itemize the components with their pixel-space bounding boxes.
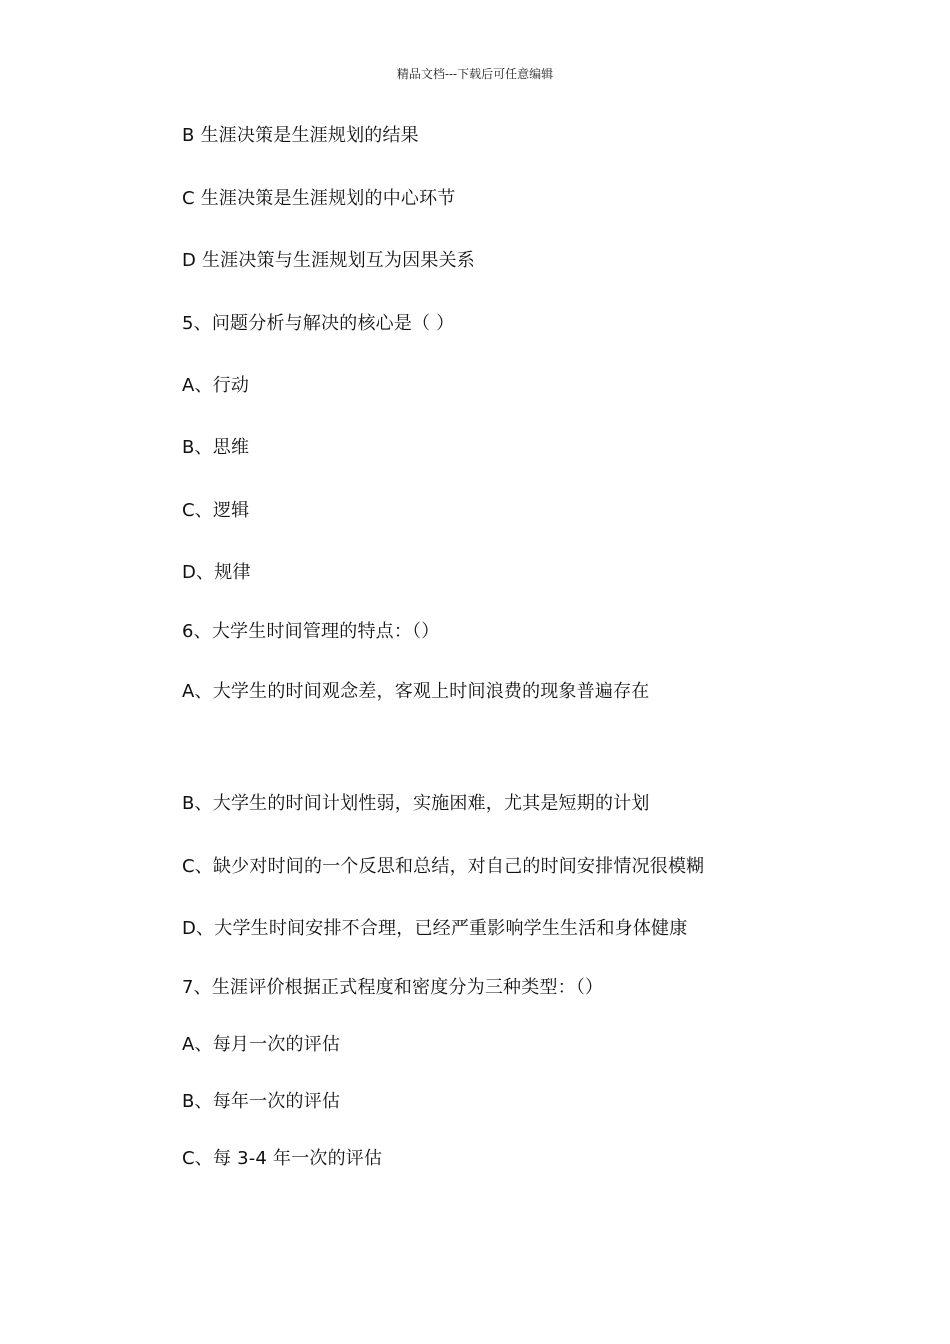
option-b-q5: B、思维: [182, 437, 250, 458]
option-b-q6: B、大学生的时间计划性弱，实施困难，尤其是短期的计划: [182, 793, 650, 814]
page-header: 精品文档---下载后可任意编辑: [396, 67, 554, 81]
option-c-q7: C、每 3-4 年一次的评估: [182, 1148, 383, 1169]
question-7: 7、生涯评价根据正式程度和密度分为三种类型：（）: [182, 977, 604, 998]
option-a-q5: A、行动: [182, 375, 250, 396]
question-6: 6、大学生时间管理的特点：（）: [182, 621, 440, 642]
option-d-q6: D、大学生时间安排不合理，已经严重影响学生生活和身体健康: [182, 918, 688, 939]
option-b-q4: B 生涯决策是生涯规划的结果: [182, 125, 419, 146]
option-b-q7: B、每年一次的评估: [182, 1091, 341, 1112]
option-c-q5: C、逻辑: [182, 500, 250, 521]
option-a-q7: A、每月一次的评估: [182, 1034, 341, 1055]
option-d-q5: D、规律: [182, 562, 251, 583]
question-5: 5、问题分析与解决的核心是（ ）: [182, 313, 455, 334]
option-a-q6: A、大学生的时间观念差，客观上时间浪费的现象普遍存在: [182, 681, 650, 702]
option-c-q4: C 生涯决策是生涯规划的中心环节: [182, 188, 456, 209]
option-c-q6: C、缺少对时间的一个反思和总结，对自己的时间安排情况很模糊: [182, 856, 705, 877]
option-d-q4: D 生涯决策与生涯规划互为因果关系: [182, 250, 475, 271]
